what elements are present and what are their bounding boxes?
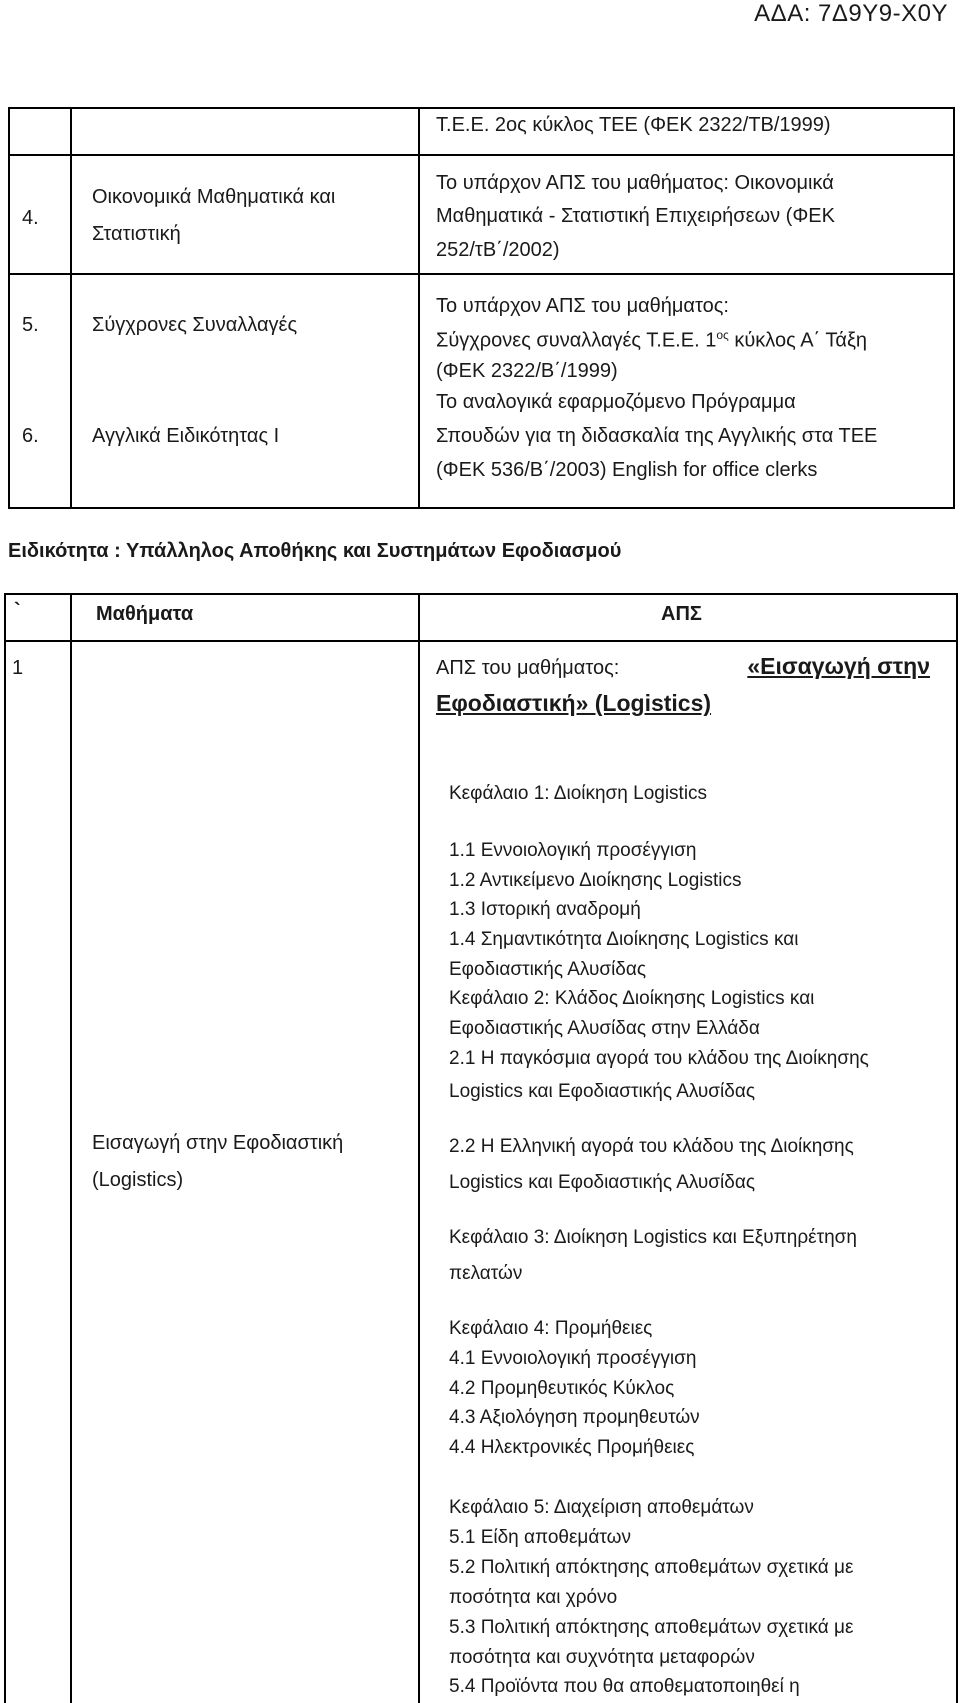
syllabus-item: ποσότητα και συχνότητα μεταφορών (449, 1647, 755, 1668)
aps-line: Μαθηματικά - Στατιστική Επιχειρήσεων (ΦΕΚ (436, 205, 835, 227)
syllabus-item: 4.4 Ηλεκτρονικές Προμήθειες (449, 1437, 695, 1458)
course-name-line: Οικονομικά Μαθηματικά και (92, 186, 336, 208)
syllabus-item: 4.1 Εννοιολογική προσέγγιση (449, 1348, 697, 1369)
syllabus-chapter: Κεφάλαιο 1: Διοίκηση Logistics (449, 783, 708, 804)
syllabus-item: 5.1 Είδη αποθεμάτων (449, 1527, 631, 1548)
syllabus-item: 2.2 Η Ελληνική αγορά του κλάδου της Διοίκησης (449, 1136, 854, 1157)
ada-code: ΑΔΑ: 7Δ9Υ9-Χ0Υ (754, 0, 948, 27)
table-top-cell-text: Τ.Ε.Ε. 2ος κύκλος ΤΕΕ (ΦΕΚ 2322/ΤΒ/1999) (436, 114, 831, 136)
syllabus-chapter: Κεφάλαιο 3: Διοίκηση Logistics και Εξυπηρέτηση (449, 1227, 857, 1248)
syllabus-item: 4.2 Προμηθευτικός Κύκλος (449, 1378, 675, 1399)
syllabus-item: 5.4 Προϊόντα που θα αποθεματοποιηθεί η (449, 1676, 800, 1697)
aps-line-part: Σύγχρονες συναλλαγές Τ.Ε.Ε. 1 (436, 329, 717, 352)
course-title-underlined: «Εισαγωγή στην (747, 653, 930, 679)
syllabus-chapter: Κεφάλαιο 5: Διαχείριση αποθεμάτων (449, 1497, 754, 1518)
column-header-number: ` (14, 600, 21, 622)
aps-intro-prefix: ΑΠΣ του μαθήματος: (436, 657, 620, 679)
syllabus-item: Εφοδιαστικής Αλυσίδας (449, 959, 647, 980)
course-name-line: Στατιστική (92, 223, 181, 245)
ordinal-superscript: ος (716, 328, 729, 342)
aps-line: 252/τΒ΄/2002) (436, 239, 560, 261)
course-name-line: Εισαγωγή στην Εφοδιαστική (92, 1132, 344, 1154)
syllabus-item: 1.3 Ιστορική αναδρομή (449, 899, 641, 920)
aps-line (436, 328, 867, 353)
syllabus-item: 5.3 Πολιτική απόκτησης αποθεμάτων σχετικά με (449, 1617, 854, 1638)
syllabus-item: 1.2 Αντικείμενο Διοίκησης Logistics (449, 870, 742, 891)
row-number: 4. (22, 207, 39, 229)
course-name-line: (Logistics) (92, 1169, 184, 1191)
syllabus-item: 5.2 Πολιτική απόκτησης αποθεμάτων σχετικά με (449, 1557, 854, 1578)
row-number: 1 (12, 657, 24, 679)
aps-line: Το υπάρχον ΑΠΣ του μαθήματος: Οικονομικά (436, 172, 834, 194)
syllabus-item: 1.4 Σημαντικότητα Διοίκησης Logistics και (449, 929, 799, 950)
syllabus-item: 1.1 Εννοιολογική προσέγγιση (449, 840, 697, 861)
aps-line: Σπουδών για τη διδασκαλία της Αγγλικής στα ΤΕΕ (436, 425, 878, 447)
aps-line: (ΦΕΚ 536/Β΄/2003) English for office clerks (436, 459, 818, 481)
course-name-line: Αγγλικά Ειδικότητας Ι (92, 425, 280, 447)
aps-line-part: κύκλος Α΄ Τάξη (728, 329, 868, 352)
syllabus-item: Logistics και Εφοδιαστικής Αλυσίδας (449, 1172, 755, 1193)
syllabus-item: 4.3 Αξιολόγηση προμηθευτών (449, 1407, 700, 1428)
row-number: 5. (22, 314, 39, 336)
course-name-line: Σύγχρονες Συναλλαγές (92, 314, 298, 336)
course-title-underlined: Εφοδιαστική» (Logistics) (436, 690, 712, 716)
syllabus-item: Logistics και Εφοδιαστικής Αλυσίδας (449, 1081, 755, 1102)
aps-intro-line (436, 653, 930, 680)
aps-line: (ΦΕΚ 2322/Β΄/1999) (436, 360, 618, 382)
syllabus-item: ποσότητα και χρόνο (449, 1587, 618, 1608)
syllabus-chapter: Κεφάλαιο 2: Κλάδος Διοίκησης Logistics και (449, 988, 815, 1009)
syllabus-item: 2.1 Η παγκόσμια αγορά του κλάδου της Διοίκησης (449, 1048, 869, 1069)
column-header-course: Μαθήματα (96, 603, 194, 625)
aps-line: Το υπάρχον ΑΠΣ του μαθήματος: (436, 295, 729, 317)
specialty-heading: Ειδικότητα : Υπάλληλος Αποθήκης και Συστημάτων Εφοδιασμού (8, 540, 622, 562)
aps-line: Το αναλογικά εφαρμοζόμενο Πρόγραμμα (436, 391, 796, 413)
syllabus-chapter: Κεφάλαιο 4: Προμήθειες (449, 1318, 653, 1339)
syllabus-chapter: Εφοδιαστικής Αλυσίδας στην Ελλάδα (449, 1018, 760, 1039)
syllabus-chapter: πελατών (449, 1263, 523, 1284)
row-number: 6. (22, 425, 39, 447)
column-header-aps: ΑΠΣ (661, 603, 702, 625)
